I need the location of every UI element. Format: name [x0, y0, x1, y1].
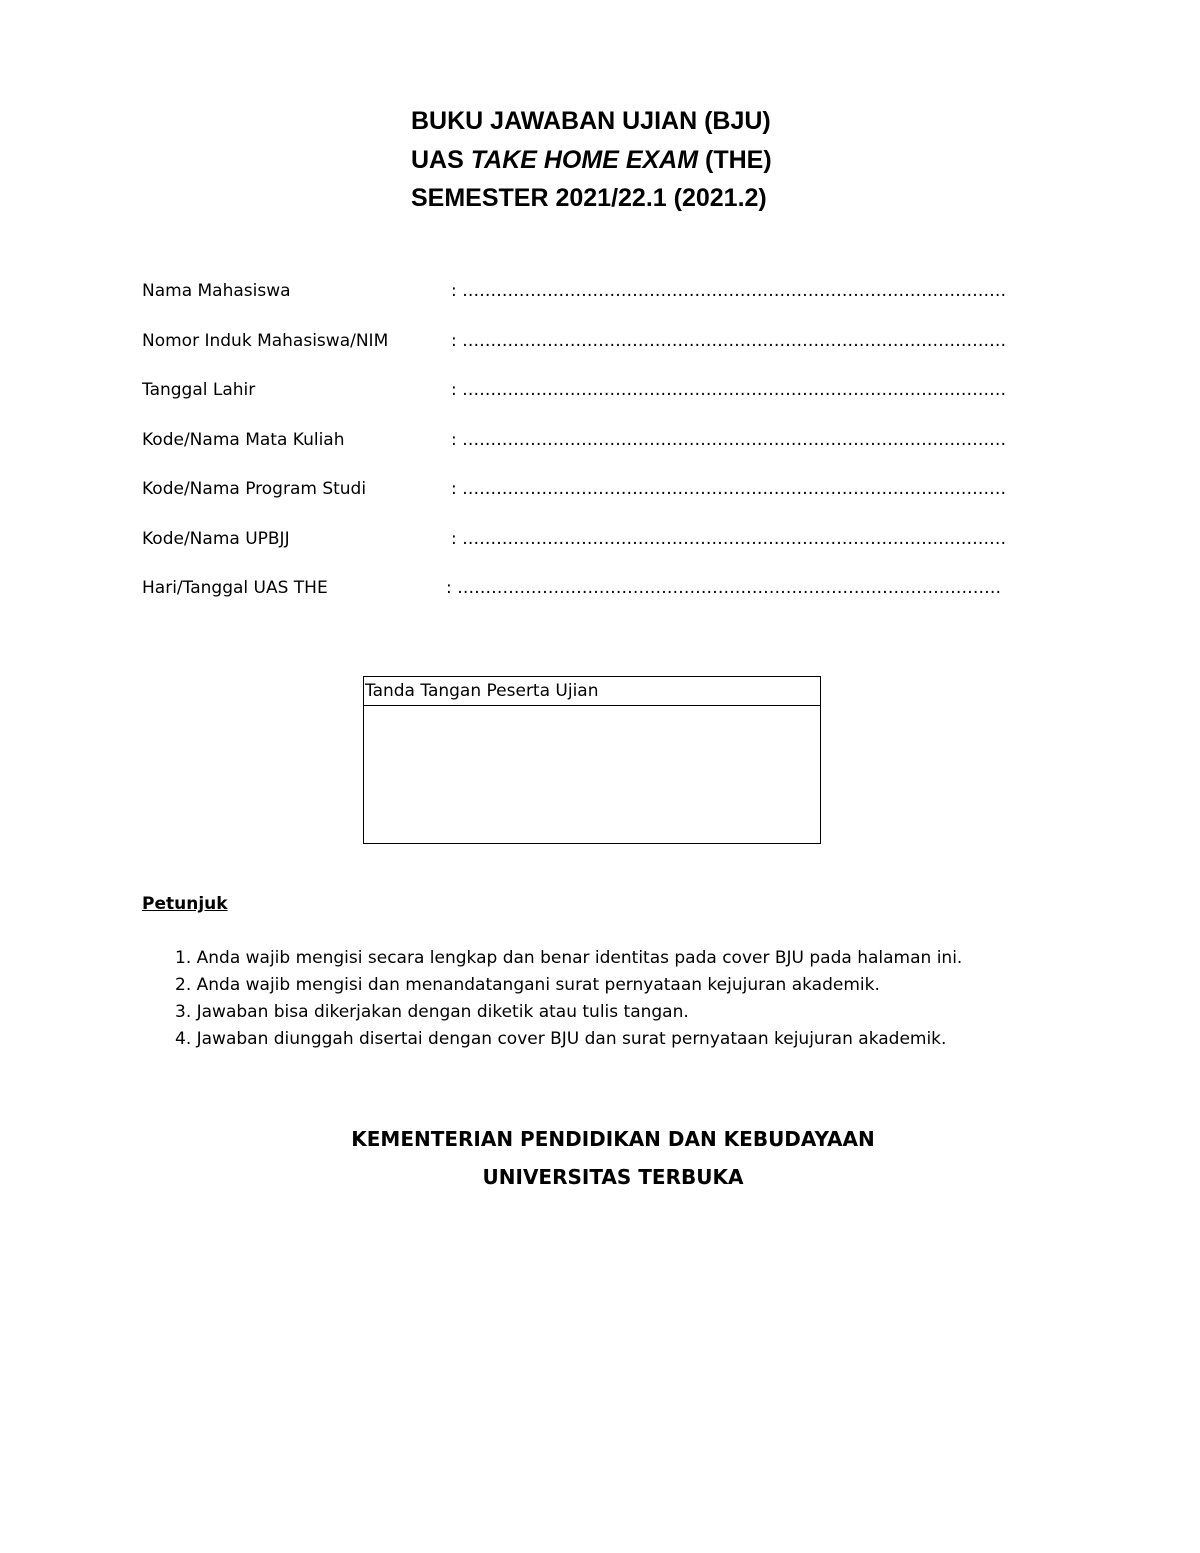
header-title: BUKU JAWABAN UJIAN (BJU)	[411, 107, 771, 135]
header-exam-suffix: (THE)	[698, 145, 772, 174]
signature-box	[363, 676, 821, 844]
header-exam-type	[411, 141, 1011, 180]
field-row-program-studi	[142, 473, 1042, 523]
field-row-nim	[142, 325, 1042, 375]
signature-area[interactable]	[364, 706, 820, 844]
identity-fields	[142, 275, 1042, 622]
field-row-nama	[142, 275, 1042, 325]
header-semester: SEMESTER 2021/22.1 (2021.2)	[411, 184, 767, 212]
field-value-blank[interactable]: : ……………………………………………………………………………………	[451, 429, 1007, 450]
field-value-blank[interactable]: : ……………………………………………………………………………………	[451, 330, 1007, 351]
signature-label: Tanda Tangan Peserta Ujian	[364, 677, 820, 706]
instructions-title: Petunjuk	[142, 894, 228, 914]
list-item: 4. Jawaban diunggah disertai dengan cover BJU dan surat pernyataan kejujuran akademik.	[175, 1029, 947, 1049]
field-row-tanggal-lahir	[142, 374, 1042, 424]
field-label: Kode/Nama Mata Kuliah	[142, 429, 345, 450]
field-row-mata-kuliah	[142, 424, 1042, 474]
document-footer	[0, 1120, 1200, 1196]
footer-ministry: KEMENTERIAN PENDIDIKAN DAN KEBUDAYAAN	[351, 1127, 875, 1151]
field-label: Kode/Nama Program Studi	[142, 479, 367, 499]
list-item: 2. Anda wajib mengisi dan menandatangani surat pernyataan kejujuran akademik.	[175, 975, 880, 995]
field-row-upbjj	[142, 523, 1042, 573]
header-exam-italic: TAKE HOME EXAM	[470, 145, 699, 174]
field-value-blank[interactable]: : ……………………………………………………………………………………	[451, 380, 1007, 400]
list-item: 1. Anda wajib mengisi secara lengkap dan benar identitas pada cover BJU pada halaman ini.	[175, 948, 963, 968]
document-header	[411, 102, 1011, 218]
field-value-blank[interactable]: : ……………………………………………………………………………………	[451, 528, 1007, 549]
field-label: Hari/Tanggal UAS THE	[142, 578, 328, 598]
field-value-blank[interactable]: : ……………………………………………………………………………………	[451, 281, 1007, 301]
field-label: Kode/Nama UPBJJ	[142, 528, 290, 549]
field-row-hari-tanggal	[142, 572, 1042, 622]
field-label: Nama Mahasiswa	[142, 281, 291, 301]
field-label: Tanggal Lahir	[142, 380, 256, 400]
instructions-list	[175, 945, 1075, 1053]
header-exam-prefix: UAS	[411, 145, 471, 174]
list-item: 3. Jawaban bisa dikerjakan dengan diketik atau tulis tangan.	[175, 1002, 689, 1022]
field-label: Nomor Induk Mahasiswa/NIM	[142, 330, 389, 351]
field-value-blank[interactable]: : ……………………………………………………………………………………	[451, 479, 1007, 499]
field-value-blank[interactable]: : ……………………………………………………………………………………	[446, 578, 1002, 598]
footer-university: UNIVERSITAS TERBUKA	[482, 1165, 744, 1189]
